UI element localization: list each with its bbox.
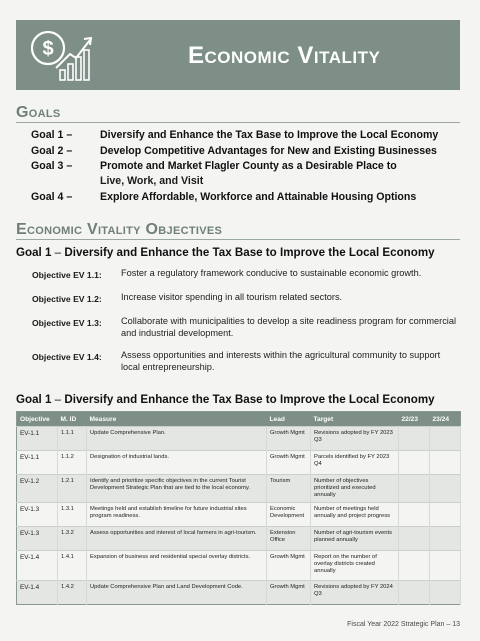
cell-mid: 1.4.2 <box>58 581 87 605</box>
column-header: 22/23 <box>399 412 430 427</box>
page-title: Economic Vitality <box>188 42 381 69</box>
cell-2324 <box>430 427 461 451</box>
cell-lead: Growth Mgmt <box>267 551 311 581</box>
goal-heading-dash: – <box>51 246 65 259</box>
cell-measure: Update Comprehensive Plan. <box>87 427 267 451</box>
cell-mid: 1.1.1 <box>58 427 87 451</box>
cell-2324 <box>430 503 461 527</box>
goal-item <box>31 129 438 141</box>
cell-lead: Tourism <box>267 475 311 503</box>
objective-text: Collaborate with municipalities to develop a site readiness program for commercial and industrial development. <box>121 316 456 338</box>
cell-objective: EV-1.4 <box>17 551 58 581</box>
goals-heading: Goals <box>16 104 61 121</box>
cell-objective: EV-1.4 <box>17 581 58 605</box>
goal-heading-text: Diversify and Enhance the Tax Base to Improve the Local Economy <box>64 393 435 406</box>
cell-target: Number of agri-tourism events planned annually <box>311 527 399 551</box>
cell-lead: Extension Office <box>267 527 311 551</box>
column-header: 23/24 <box>430 412 461 427</box>
cell-2223 <box>399 427 430 451</box>
cell-2223 <box>399 475 430 503</box>
cell-measure: Expansion of business and residential special overlay districts. <box>87 551 267 581</box>
cell-mid: 1.3.2 <box>58 527 87 551</box>
table-row <box>17 475 461 503</box>
goal-item <box>31 145 437 157</box>
goal-text: Explore Affordable, Workforce and Attainable Housing Options <box>100 191 417 203</box>
objectives-goal-heading <box>16 246 435 259</box>
table-header-row <box>17 412 461 427</box>
objectives-heading: Economic Vitality Objectives <box>16 221 223 238</box>
cell-target: Parcels identified by FY 2023 Q4 <box>311 451 399 475</box>
cell-target: Report on the number of overlay districts created annually <box>311 551 399 581</box>
cell-lead: Growth Mgmt <box>267 451 311 475</box>
measures-table <box>16 411 461 605</box>
column-header: Target <box>311 412 399 427</box>
cell-2324 <box>430 527 461 551</box>
page-footer: Fiscal Year 2022 Strategic Plan – 13 <box>347 621 460 628</box>
goals-rule <box>16 122 460 123</box>
column-header: M. ID <box>58 412 87 427</box>
table-goal-heading <box>16 393 435 406</box>
column-header: Objective <box>17 412 58 427</box>
goal-id: Goal 4 – <box>31 191 73 203</box>
cell-measure: Designation of industrial lands. <box>87 451 267 475</box>
cell-2223 <box>399 451 430 475</box>
goal-id: Goal 1 – <box>31 129 73 141</box>
cell-target: Revisions adopted by FY 2024 Q3 <box>311 581 399 605</box>
cell-mid: 1.4.1 <box>58 551 87 581</box>
cell-lead: Growth Mgmt <box>267 581 311 605</box>
table-row <box>17 527 461 551</box>
objective-label: Objective EV 1.2: <box>32 294 102 304</box>
cell-lead: Economic Development <box>267 503 311 527</box>
table-row <box>17 551 461 581</box>
table-row <box>17 451 461 475</box>
cell-measure: Identify and prioritize specific objectives in the current Tourist Development Strategic Plan that are tied to the local economy. <box>87 475 267 503</box>
cell-measure: Assess opportunities and interest of local farmers in agri-tourism. <box>87 527 267 551</box>
table-row <box>17 427 461 451</box>
column-header: Measure <box>87 412 267 427</box>
goal-id: Goal 3 – <box>31 160 73 172</box>
goal-heading-id: Goal 1 <box>16 393 52 406</box>
header-banner <box>16 20 460 90</box>
objective-label: Objective EV 1.3: <box>32 318 102 328</box>
cell-objective: EV-1.3 <box>17 527 58 551</box>
goal-heading-id: Goal 1 <box>16 246 52 259</box>
goal-text-continuation: Live, Work, and Visit <box>100 175 204 187</box>
cell-target: Number of objectives prioritized and executed annually <box>311 475 399 503</box>
objective-text: Foster a regulatory framework conducive to sustainable economic growth. <box>121 268 422 278</box>
table-row <box>17 581 461 605</box>
goal-heading-text: Diversify and Enhance the Tax Base to Improve the Local Economy <box>64 246 435 259</box>
table-row <box>17 503 461 527</box>
cell-target: Number of meetings held annually and project progress <box>311 503 399 527</box>
cell-mid: 1.3.1 <box>58 503 87 527</box>
cell-2223 <box>399 503 430 527</box>
goal-text: Diversify and Enhance the Tax Base to Improve the Local Economy <box>100 129 439 141</box>
cell-objective: EV-1.2 <box>17 475 58 503</box>
goal-item <box>31 160 397 172</box>
objective-label: Objective EV 1.1: <box>32 270 102 280</box>
cell-2324 <box>430 581 461 605</box>
cell-target: Revisions adopted by FY 2023 Q3 <box>311 427 399 451</box>
cell-2324 <box>430 475 461 503</box>
money-growth-icon <box>26 24 98 86</box>
objective-text: Assess opportunities and interests within the agricultural community to support local entrepreneurship. <box>121 350 441 372</box>
cell-measure: Meetings held and establish timeline for future industrial sites program readiness. <box>87 503 267 527</box>
cell-objective: EV-1.1 <box>17 451 58 475</box>
svg-text:$: $ <box>42 38 54 60</box>
cell-2223 <box>399 527 430 551</box>
goal-text: Promote and Market Flagler County as a Desirable Place to <box>100 160 397 172</box>
goal-item <box>31 191 416 203</box>
cell-mid: 1.1.2 <box>58 451 87 475</box>
goal-heading-dash: – <box>51 393 65 406</box>
cell-measure: Update Comprehensive Plan and Land Development Code. <box>87 581 267 605</box>
cell-2223 <box>399 581 430 605</box>
column-header: Lead <box>267 412 311 427</box>
cell-objective: EV-1.3 <box>17 503 58 527</box>
cell-lead: Growth Mgmt <box>267 427 311 451</box>
cell-objective: EV-1.1 <box>17 427 58 451</box>
objective-label: Objective EV 1.4: <box>32 352 102 362</box>
objective-text: Increase visitor spending in all tourism related sectors. <box>121 292 343 302</box>
cell-mid: 1.2.1 <box>58 475 87 503</box>
objectives-rule <box>16 239 460 240</box>
cell-2324 <box>430 451 461 475</box>
cell-2223 <box>399 551 430 581</box>
goal-id: Goal 2 – <box>31 145 73 157</box>
goal-text: Develop Competitive Advantages for New and Existing Businesses <box>100 145 437 157</box>
cell-2324 <box>430 551 461 581</box>
